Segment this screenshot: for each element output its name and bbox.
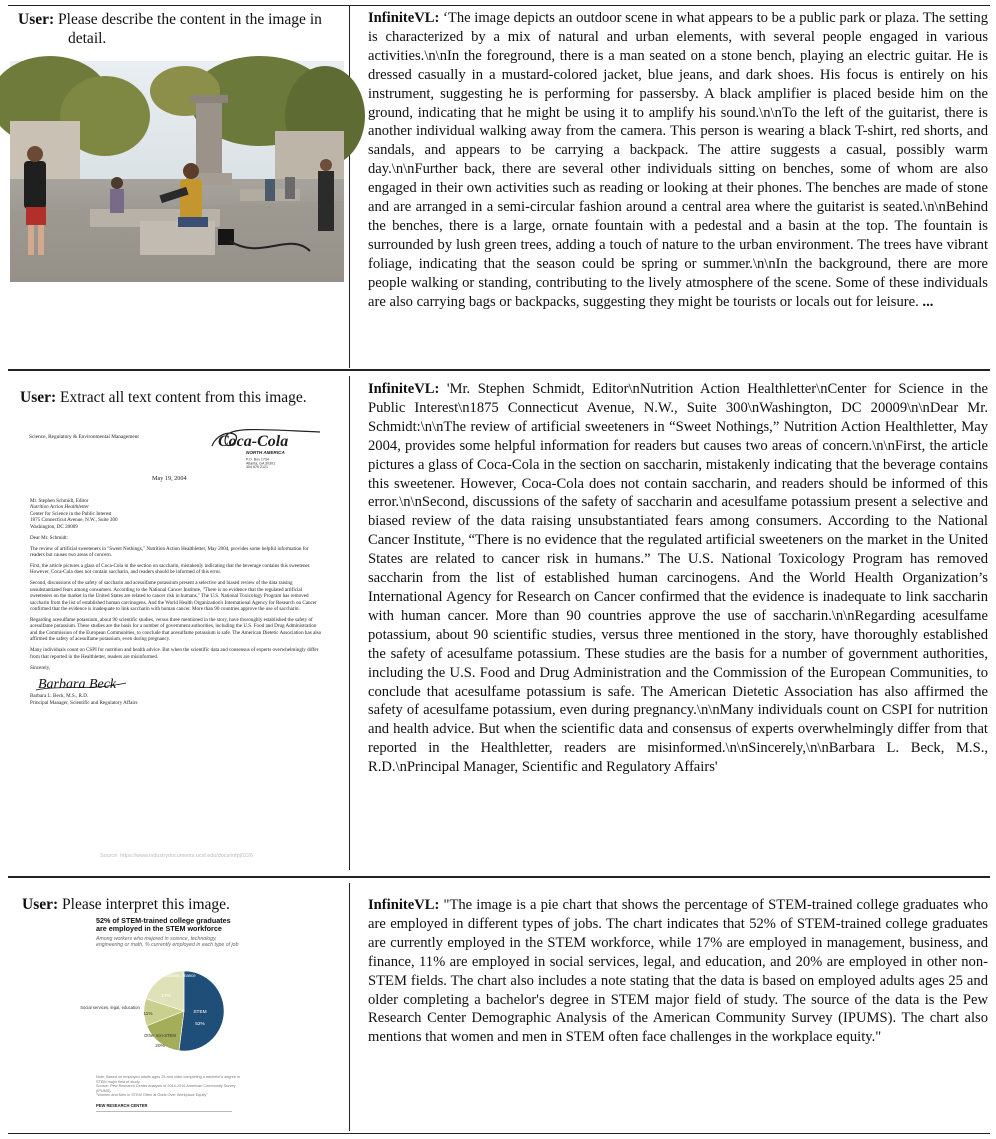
slice-value-stem: 52%	[195, 1022, 205, 1027]
photo-guitarist-plaza	[10, 61, 344, 282]
model-label: InfiniteVL:	[368, 381, 440, 397]
letter-document	[12, 418, 338, 868]
slice-value-management: 17%	[161, 994, 171, 999]
recipient-line: Mr. Stephen Schmidt, Editor	[30, 498, 89, 504]
recipient-line: 1875 Connecticut Avenue, N.W., Suite 300	[30, 517, 118, 524]
user-prompt-1	[10, 11, 346, 48]
logo-address-line: 404 676 2121	[246, 465, 268, 469]
signer-line: Barbara L. Beck, M.S., R.D.	[30, 693, 89, 700]
user-label: User:	[18, 11, 55, 28]
model-label: InfiniteVL:	[368, 897, 440, 913]
signature-script-icon	[30, 673, 150, 693]
letter-paragraph: Regarding acesulfame potassium, about 90 scientific studies, versus three mentioned in the story, have thoroughly established the safety of acesulfame potassium. These studies are the basis for a number of government authorities, including the U.S. Food and Drug Administration and the Commission of the European Communities, to conclude that acesulfame potassium is safe. The American Dietetic Association has also affirmed the safety of acesulfame potassium, even during pregnancy.	[30, 617, 322, 643]
bottom-rule	[8, 1133, 990, 1134]
pie-chart-figure	[80, 916, 241, 1117]
chart-note	[96, 1075, 241, 1098]
user-prompt-2	[20, 389, 350, 408]
user-prompt-3	[22, 896, 342, 915]
chart-subtitle: Among workers who majored in science, technology, engineering or math, % currently employed in each type of job	[96, 935, 239, 948]
letter-paragraph: First, the article pictures a glass of Coca-Cola in the section on saccharin, mistakenly indicating that the beverage contains this sweetener. However, Coca-Cola does not contain saccharin, and readers should be informed of this error.	[30, 563, 311, 576]
coca-cola-logo-script-icon	[210, 424, 330, 468]
letter-date: May 19, 2004	[152, 475, 187, 482]
user-label: User:	[20, 389, 57, 406]
user-question: Extract all text content from this image.	[60, 389, 307, 406]
slice-label-social: Social services, legal, education	[80, 1005, 140, 1010]
letter-closing: Sincerely,	[30, 664, 51, 671]
answer-text: ‘The image depicts an outdoor scene in what appears to be a public park or plaza. The setting is characterized by a mix of natural and urban elements, with several people engaged in various activities.\n\nIn the foreground, there is a man seated on a stone bench, playing an electric guitar. He is dressed casually in a mustard-colored jacket, blue jeans, and dark shoes. His focus is entirely on his instrument, suggesting he is performing for passersby. A black amplifier is placed beside him on the ground, indicating that he might be using it to amplify his sound.\n\nTo the left of the guitarist, there is another individual walking away from the camera. This person is wearing a black T-shirt, red shorts, and sandals, and appears to be carrying a backpack. The attire suggests a casual, possibly warm day.\n\nFurther back, there are several other individuals sitting on benches, some of whom are also engaged in their own activities such as reading or looking at their phones. The benches are made of stone and are arranged in a semi-circular fashion around a central area where the guitarist is seated.\n\nBehind the benches, there is a large, ornate fountain with a pedestal and a basin at the top. The fountain is surrounded by lush green trees, adding a touch of nature to the urban environment. The trees have vibrant foliage, indicating that the season could be spring or summer.\n\nIn the background, there are more people walking or standing, contributing to the lively atmosphere of the scene. Some of these individuals are also carrying bags or backpacks, suggesting they might be tourists or locals out for leisure.	[368, 10, 988, 310]
divider-2	[8, 876, 990, 878]
answer-text: "The image is a pie chart that shows the percentage of STEM-trained college graduates who are employed in different types of jobs. The chart indicates that 52% of STEM-trained college graduates are currently employed in the STEM workforce, while 17% are employed in management, business, and finance, 11% are employed in social services, legal, and education, and 20% are employed in other non-STEM fields. The chart also includes a note stating that the data is based on employed adults ages 25 and older completing a bachelor's degree in STEM major field of study. The source of the data is the Pew Research Center Demographic Analysis of the American Community Survey (IPUMS). The chart also mentions that women and men in STEM often face challenges in the workplace equity."	[368, 897, 988, 1046]
user-question: Please describe the content in the image in detail.	[58, 11, 322, 47]
answer-ellipsis: ...	[918, 293, 934, 310]
slice-label-management: Management, business, finance	[136, 973, 196, 978]
slice-label-other: Other non-STEM	[144, 1033, 176, 1038]
letter-paragraph: Many individuals count on CSPI for nutrition and health advice. But when the scientific data and consensus of experts overwhelmingly differ from that reported in the Healthletter, readers are misinformed.	[30, 647, 319, 660]
chart-note-text: Note: Based on employed adults ages 25 and older completing a bachelor's degree in STEM major field of study.	[96, 1075, 241, 1084]
user-label: User:	[22, 896, 59, 913]
chart-brand: PEW RESEARCH CENTER	[96, 1103, 148, 1108]
recipient-line: Center for Science in the Public Interest	[30, 510, 112, 517]
letter-salutation: Dear Mr. Schmidt:	[30, 534, 69, 541]
chart-title: 52% of STEM-trained college graduates are employed in the STEM workforce	[96, 916, 231, 934]
logo-subtitle: NORTH AMERICA	[246, 450, 285, 455]
slice-value-other: 20%	[155, 1044, 165, 1049]
slice-label-stem: STEM	[193, 1010, 207, 1015]
signature-text: Barbara Beck	[38, 677, 117, 693]
model-answer-2	[368, 380, 988, 777]
coca-cola-logo	[210, 424, 330, 468]
model-label: InfiniteVL:	[368, 10, 440, 26]
chart-source-text: Source: Pew Research Center analysis of 2014-2016 American Community Survey (IPUMS).	[96, 1084, 236, 1093]
model-answer-3	[368, 896, 988, 1047]
top-rule	[8, 5, 990, 6]
slice-value-social: 11%	[143, 1012, 153, 1017]
letter-source: Source: https://www.industrydocuments.ucsf.edu/docs/mfpj0226	[100, 853, 253, 859]
letter-body	[30, 498, 322, 711]
logo-text: Coca-Cola	[218, 433, 289, 450]
chart-brand-rule	[96, 1111, 232, 1112]
divider-1	[8, 369, 990, 371]
recipient-line: Washington, DC 20009	[30, 523, 78, 530]
letter-recipient	[30, 498, 322, 530]
letter-department: Science, Regulatory & Environmental Management	[29, 434, 139, 440]
letter-paragraph: The review of artificial sweeteners in "Sweet Nothings," Nutrition Action Healthletter, May 2004, provides some helpful information for readers but causes two areas of concern.	[30, 545, 309, 559]
answer-text: 'Mr. Stephen Schmidt, Editor\nNutrition Action Healthletter\nCenter for Science in the Public Interest\n1875 Connecticut Avenue, N.W., Suite 300\nWashington, DC 20009\n\nDear Mr. Schmidt:\n\nThe review of artificial sweeteners in “Sweet Nothings,” Nutrition Action Healthletter, May 2004, provides some helpful information for readers but causes two areas of concern.\n\nFirst, the article pictures a glass of Coca-Cola in the section on saccharin, mistakenly indicating that the beverage contains this sweetener. However, Coca-Cola does not contain saccharin, and readers should be informed of this error.\n\nSecond, discussions of the safety of saccharin and acesulfame potassium present a selective and biased review of the data raising unsubstantiated fears among consumers. According to the National Cancer Institute, “There is no evidence that the regulated artificial sweeteners on the market in the United States are related to cancer risk in humans.” The U.S. National Toxicology Program has removed saccharin from the list of established human carcinogens. And the World Health Organization’s International Agency for Research on Cancer confirmed that the evidence is inadequate to link saccharin with human cancer. More than 90 countries approve the use of saccharin.\n\nRegarding acesulfame potassium, about 90 scientific studies, versus three mentioned in the story, have thoroughly established the safety of acesulfame potassium. These studies are the basis for a number of government authorities, including the U.S. Food and Drug Administration and the Commission of the European Communities, to conclude that acesulfame potassium is safe. The American Dietetic Association has also affirmed the safety of acesulfame potassium, even during pregnancy.\n\nMany individuals count on CSPI for nutrition and health advice. But when the scientific data and consensus of experts overwhelmingly differ from that reported in the Healthletter, readers are misinformed.\n\nSincerely,\n\nBarbara L. Beck, M.S., R.D.\nPrincipal Manager, Scientific and Regulatory Affairs'	[368, 381, 988, 776]
column-divider-1	[349, 6, 350, 368]
column-divider-3	[349, 883, 350, 1131]
recipient-line: Nutrition Action Healthletter	[30, 504, 90, 511]
model-answer-1	[368, 9, 988, 312]
signature	[30, 673, 322, 693]
logo-address-line: Atlanta, GA 30301	[246, 461, 276, 466]
letter-paragraph: Second, discussions of the safety of saccharin and acesulfame potassium present a selective and biased review of the data raising unsubstantiated fears among consumers. According to the National Cancer Institute, "There is no evidence that the regulated artificial sweeteners on the market in the United States are related to cancer risk in humans." The U.S. National Toxicology Program has removed saccharin from the list of established human carcinogens. And the World Health Organization's International Agency for Research on Cancer confirmed that the evidence is inadequate to link saccharin with human cancer. More than 90 countries approve the use of saccharin.	[30, 580, 317, 613]
chart-report-text: "Women and Men in STEM Often at Odds Over Workplace Equity"	[96, 1093, 208, 1098]
pie-chart-plot	[80, 963, 241, 1073]
user-question: Please interpret this image.	[62, 896, 230, 913]
letter-signer	[30, 693, 322, 706]
signer-line: Principal Manager, Scientific and Regulatory Affairs	[30, 699, 138, 706]
column-divider-2	[349, 376, 350, 870]
logo-address-line: P.O. Box 1734	[246, 457, 269, 462]
